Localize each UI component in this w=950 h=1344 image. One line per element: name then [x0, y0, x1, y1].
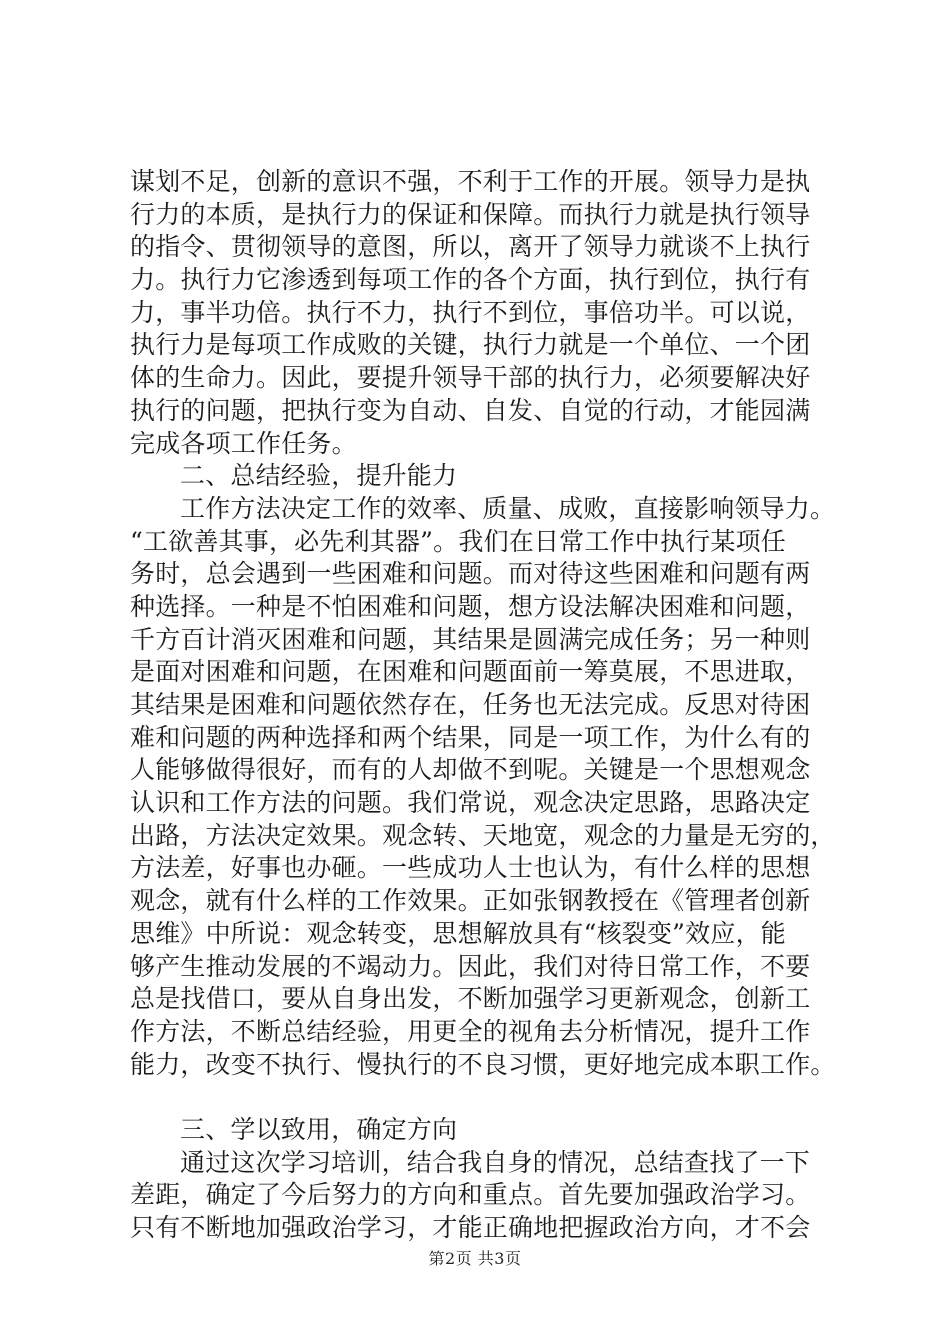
document-body	[130, 166, 836, 1245]
text-line: 是面对困难和问题，在困难和问题面前一筹莫展，不思进取，	[130, 657, 811, 687]
text-line: 谋划不足，创新的意识不强，不利于工作的开展。领导力是执	[130, 167, 811, 196]
text-line: 认识和工作方法的问题。我们常说，观念决定思路，思路决定	[130, 788, 811, 818]
paragraph-1	[130, 166, 830, 460]
text-line: 出路，方法决定效果。观念转、天地宽，观念的力量是无穷的，	[130, 820, 836, 850]
text-line: 务时，总会遇到一些困难和问题。而对待这些困难和问题有两	[130, 559, 811, 589]
text-line: 行力的本质，是执行力的保证和保障。而执行力就是执行领导	[130, 199, 811, 229]
text-line: 完成各项工作任务。	[130, 428, 357, 458]
text-line: 种选择。一种是不怕困难和问题，想方设法解决困难和问题，	[130, 591, 811, 621]
text-line: 工作方法决定工作的效率、质量、成败，直接影响领导力。	[180, 493, 836, 523]
blank-line	[130, 1081, 830, 1114]
paragraph-2	[130, 493, 836, 1081]
text-line: “工欲善其事，必先利其器”。我们在日常工作中执行某项任	[130, 526, 786, 556]
section-heading-2: 二、总结经验，提升能力	[180, 461, 458, 491]
text-line: 观念，就有什么样的工作效果。正如张钢教授在《管理者创新	[130, 886, 811, 916]
page-footer: 第2页 共3页	[428, 1249, 522, 1268]
section-heading-3: 三、学以致用，确定方向	[180, 1114, 458, 1144]
paragraph-3	[130, 1147, 830, 1245]
text-line: 方法差，好事也办砸。一些成功人士也认为，有什么样的思想	[130, 853, 811, 883]
text-line: 执行的问题，把执行变为自动、自发、自觉的行动，才能园满	[130, 395, 811, 425]
text-line: 千方百计消灭困难和问题，其结果是圆满完成任务；另一种则	[130, 624, 811, 654]
text-line: 总是找借口，要从自身出发，不断加强学习更新观念，创新工	[130, 984, 811, 1014]
text-line: 够产生推动发展的不竭动力。因此，我们对待日常工作，不要	[130, 951, 811, 981]
text-line: 的指令、贯彻领导的意图，所以，离开了领导力就谈不上执行	[130, 232, 811, 262]
text-line: 作方法，不断总结经验，用更全的视角去分析情况，提升工作	[130, 1016, 811, 1046]
text-line: 思维》中所说：观念转变，思想解放具有“核裂变”效应，能	[130, 918, 786, 948]
text-line: 体的生命力。因此，要提升领导干部的执行力，必须要解决好	[130, 363, 811, 393]
text-line: 通过这次学习培训，结合我自身的情况，总结查找了一下	[180, 1147, 811, 1177]
text-line: 只有不断地加强政治学习，才能正确地把握政治方向，才不会	[130, 1213, 811, 1242]
text-line: 其结果是困难和问题依然存在，任务也无法完成。反思对待困	[130, 690, 811, 719]
text-line: 差距，确定了今后努力的方向和重点。首先要加强政治学习。	[130, 1180, 811, 1210]
text-line: 力，事半功倍。执行不力，执行不到位，事倍功半。可以说，	[130, 297, 811, 327]
text-line: 难和问题的两种选择和两个结果，同是一项工作，为什么有的	[130, 722, 811, 752]
text-line: 力。执行力它渗透到每项工作的各个方面，执行到位，执行有	[130, 265, 811, 295]
text-line: 人能够做得很好，而有的人却做不到呢。关键是一个思想观念	[130, 755, 811, 785]
text-line: 执行力是每项工作成败的关键，执行力就是一个单位、一个团	[130, 330, 811, 360]
text-line: 能力，改变不执行、慢执行的不良习惯，更好地完成本职工作。	[130, 1049, 836, 1079]
